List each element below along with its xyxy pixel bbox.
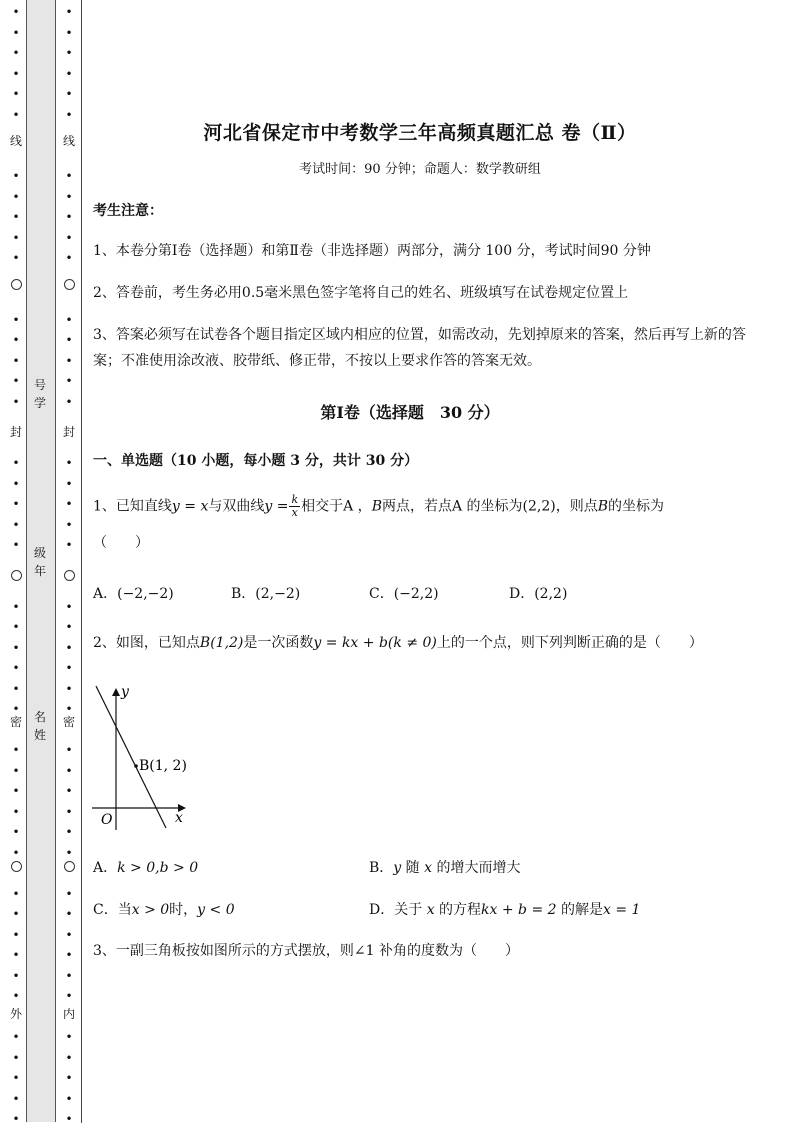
question-3: 3、一副三角板按如图所示的方式摆放，则∠1 补角的度数为（ ） [93,943,519,959]
binding-dot: • [65,251,73,265]
binding-circle-mark [64,861,75,872]
hyperbola-fraction: $\frac{k}{x}$ [291,493,299,519]
binding-glyph: 封 [9,425,22,439]
section-title: 第Ⅰ卷（选择题 30 分） [320,403,500,422]
part-heading: 一、单选题（10 小题，每小题 3 分，共计 30 分） [93,453,419,469]
binding-dot: • [65,333,73,347]
binding-dot: • [65,948,73,962]
question-1: 1、已知直线y = x与双曲线y = $\frac{k}{x}$ 相交于A ，B两点，若点A 的坐标为(2,2)，则点B的坐标为 [93,493,665,519]
note-item: 2、答卷前，考生务必用0.5毫米黑色签字笔将自己的姓名、班级填写在试卷规定位置上 [93,285,629,301]
q2-option-a[interactable]: A．k > 0,b > 0 [93,860,199,876]
origin-label: O [101,812,113,828]
binding-dot: • [12,968,20,983]
binding-dot: • [65,845,73,860]
binding-dot: • [12,374,20,388]
binding-dot: • [12,989,20,1003]
binding-dot: • [65,46,73,60]
binding-dot: • [12,394,20,409]
binding-dot: • [65,230,73,245]
exam-title: 河北省保定市中考数学三年高频真题汇总 卷（Ⅱ） [203,122,637,144]
binding-dot: • [12,46,20,60]
notes-heading: 考生注意： [93,203,163,219]
binding-dot: • [12,702,20,716]
binding-circle-mark [11,861,22,872]
binding-dot: • [12,907,20,921]
binding-glyph: 外 [9,1007,22,1021]
binding-dot: • [65,1050,73,1065]
binding-glyph: 线 [62,134,75,148]
binding-dot: • [12,825,20,839]
y-axis-arrow [112,688,120,696]
binding-dot: • [12,5,20,19]
binding-dot: • [65,886,73,901]
binding-dot: • [12,886,20,901]
binding-dot: • [65,784,73,798]
binding-dot: • [65,107,73,122]
binding-dot: • [65,661,73,675]
x-axis-label: x [175,810,183,826]
y-axis-label: y [121,684,129,700]
binding-dot: • [12,620,20,634]
q2-option-b[interactable]: B．y 随 x 的增大而增大 [369,860,521,876]
note-item: 1、本卷分第Ⅰ卷（选择题）和第Ⅱ卷（非选择题）两部分，满分 100 分，考试时间90 分钟 [93,243,651,259]
binding-dot: • [65,640,73,655]
binding-dot: • [65,476,73,491]
q1-option-b[interactable]: B．(2,−2) [231,586,301,602]
binding-dot: • [12,456,20,470]
binding-dot: • [12,25,20,40]
binding-dot: • [65,681,73,696]
binding-dot: • [12,784,20,798]
binding-dot: • [65,599,73,614]
q1-option-d[interactable]: D．(2,2) [509,586,568,602]
binding-dot: • [65,353,73,368]
binding-dot: • [12,87,20,101]
binding-dot: • [12,230,20,245]
binding-dot: • [12,251,20,265]
binding-dot: • [12,1030,20,1044]
point-b-label: B(1, 2) [139,758,187,774]
binding-dot: • [65,763,73,778]
binding-dot: • [65,538,73,552]
binding-dot: • [65,394,73,409]
binding-dot: • [65,927,73,942]
binding-dot: • [12,927,20,942]
binding-dot: • [65,374,73,388]
binding-dot: • [12,640,20,655]
binding-glyph: 密 [9,715,22,729]
binding-dot: • [65,989,73,1003]
binding-circle-mark [64,570,75,581]
binding-dot: • [12,1091,20,1106]
binding-dot: • [65,87,73,101]
binding-glyph: 密 [62,715,75,729]
binding-dot: • [65,1071,73,1085]
binding-dot: • [65,1112,73,1126]
binding-dot: • [65,497,73,511]
binding-dot: • [12,312,20,327]
q1-option-a[interactable]: A．(−2,−2) [93,586,174,602]
binding-dot: • [12,107,20,122]
binding-dot: • [65,189,73,204]
binding-dot: • [65,620,73,634]
binding-dot: • [12,681,20,696]
q2-option-c[interactable]: C．当x > 0时，y < 0 [93,902,235,918]
name-label: 名 姓 [33,710,46,742]
binding-circle-mark [11,279,22,290]
q2-option-d[interactable]: D．关于 x 的方程kx + b = 2 的解是x = 1 [369,902,641,918]
binding-dot: • [65,1030,73,1044]
binding-dot: • [12,210,20,224]
binding-dot: • [12,845,20,860]
exam-subtitle: 考试时间：90 分钟；命题人：数学教研组 [299,162,541,177]
binding-dot: • [65,5,73,19]
question-1-blank: （ ） [93,535,149,551]
binding-dot: • [65,312,73,327]
binding-dot: • [12,599,20,614]
binding-circle-mark [11,570,22,581]
binding-dot: • [12,497,20,511]
point-b [134,764,138,768]
binding-dot: • [65,210,73,224]
binding-glyph: 内 [62,1007,75,1021]
binding-dot: • [12,538,20,552]
binding-dot: • [12,476,20,491]
function-line [96,686,166,828]
binding-dot: • [65,517,73,532]
binding-dot: • [12,66,20,81]
binding-dot: • [12,763,20,778]
note-item: 3、答案必须写在试卷各个题目指定区域内相应的位置，如需改动，先划掉原来的答案，然后再写上新的答案；不准使用涂改液、胶带纸、修正带，不按以上要求作答的答案无效。 [93,327,746,369]
binding-dot: • [12,517,20,532]
binding-dot: • [12,948,20,962]
binding-dot: • [65,1091,73,1106]
binding-dot: • [12,661,20,675]
student-number-label: 号 学 [33,378,46,410]
binding-dot: • [65,743,73,757]
binding-dot: • [65,804,73,819]
binding-dot: • [65,702,73,716]
binding-dot: • [12,333,20,347]
q1-option-c[interactable]: C．(−2,2) [369,586,439,602]
binding-dot: • [12,1050,20,1065]
binding-glyph: 封 [62,425,75,439]
binding-dot: • [12,743,20,757]
binding-dot: • [12,1071,20,1085]
grade-label: 级 年 [33,546,46,578]
binding-dot: • [65,25,73,40]
binding-dot: • [12,189,20,204]
binding-dot: • [12,804,20,819]
binding-dot: • [65,66,73,81]
binding-dot: • [65,169,73,183]
binding-dot: • [65,825,73,839]
binding-glyph: 线 [9,134,22,148]
binding-dot: • [12,1112,20,1126]
line-equation: y = x [171,498,209,515]
binding-dot: • [12,353,20,368]
binding-dot: • [65,907,73,921]
binding-dot: • [65,456,73,470]
linear-function-graph [92,680,192,830]
binding-dot: • [12,169,20,183]
question-2: 2、如图，已知点B(1,2)是一次函数y = kx + b(k ≠ 0)上的一个点，则下列判断正确的是（ ） [93,635,703,651]
binding-dot: • [65,968,73,983]
binding-circle-mark [64,279,75,290]
